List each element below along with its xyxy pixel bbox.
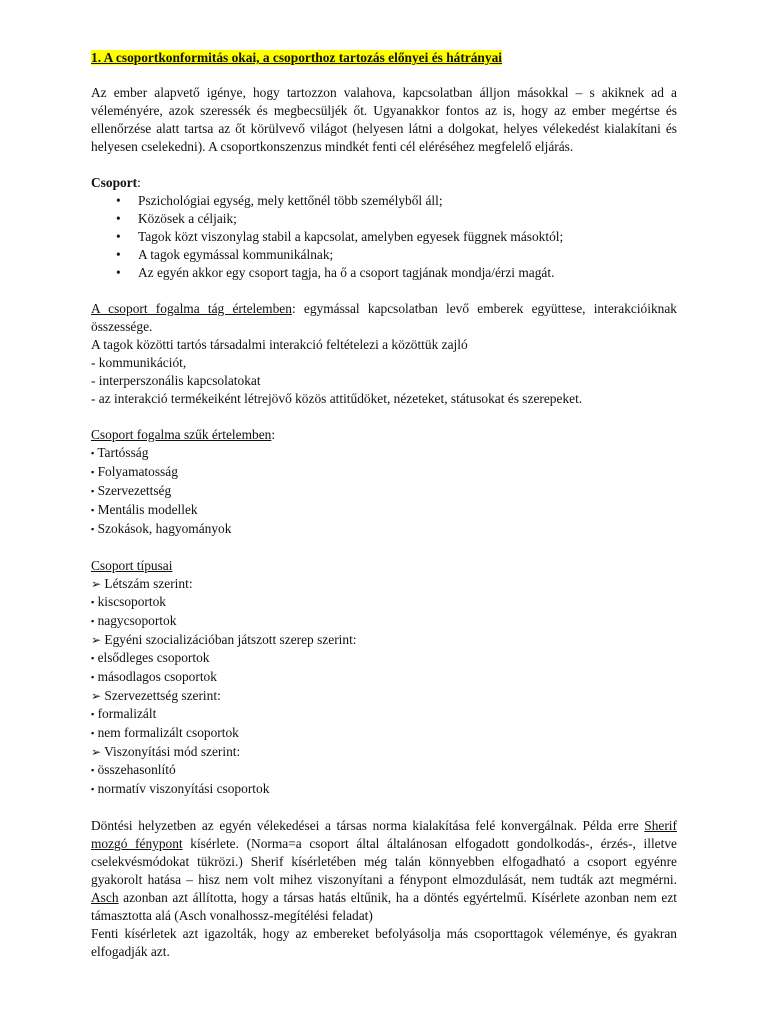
type-title-text: Szervezettség szerint: [104,688,221,703]
heading-highlight: 1. A csoportkonformitás okai, a csoporthoz tartozás előnyei és hátrányai [91,50,502,65]
type-item [91,593,677,612]
narrow-item-text: Szokások, hagyományok [97,521,232,536]
narrow-item-text: Folyamatosság [97,464,178,479]
dash-item: - az interakció termékeiként létrejövő közös attitűdöket, nézeteket, státusokat és szerepeket. [91,391,583,406]
square-bullet-icon: ▪ [91,448,95,458]
type-group-title [91,687,677,705]
narrow-item-text: Szervezettség [97,483,172,498]
final-paragraph [91,817,677,925]
arrow-icon: ➢ [91,633,102,647]
list-item: • Tagok közt viszonylag stabil a kapcsolat, amelyben egyesek függnek másoktól; [91,228,677,246]
type-item [91,761,677,780]
type-item [91,612,677,631]
csoport-colon: : [137,175,141,190]
narrow-item [91,482,677,501]
narrow-item [91,463,677,482]
type-item-text: nem formalizált csoportok [97,725,239,740]
arrow-icon: ➢ [91,689,102,703]
list-item: • Közösek a céljaik; [91,210,677,228]
square-bullet-icon: ▪ [91,486,95,496]
narrow-item [91,520,677,539]
type-item-text: elsődleges csoportok [97,650,210,665]
final-text: Döntési helyzetben az egyén vélekedései a társas norma kialakítása felé konvergálnak. Példa erre [91,818,645,833]
type-item [91,668,677,687]
type-item [91,724,677,743]
csoport-heading [91,174,677,192]
final-text: kísérlete. (Norma=a csoport által általánosan elfogadott gondolkodás-, érzés-, illetve cselekvésmódokat tükrözi.) Sherif kísérletében még talán könnyebben elfogadható a csoport egyénre gyakorolt hatása – hisz nem volt mihez viszonyítani a fénypont elmozdulását, nem tudták azt megmérni. [91,836,677,887]
csoport-list [91,192,677,282]
types-heading [91,557,677,575]
type-item [91,649,677,668]
type-title-text: Létszám szerint: [104,576,193,591]
square-bullet-icon: ▪ [91,709,95,719]
asch-link: Asch [91,890,119,905]
type-item-text: nagycsoportok [97,613,177,628]
arrow-icon: ➢ [91,577,102,591]
narrow-colon: : [271,427,276,442]
final-text: azonban azt állította, hogy a társas hatás eltűnik, ha a döntés egyértelmű. Kísérlete azonban nem ezt támasztotta alá (Asch vonalhossz-megítélési feladat) [91,890,677,923]
broad-line2: A tagok közötti tartós társadalmi interakció feltételezi a közöttük zajló [91,337,468,352]
types-label: Csoport típusai [91,558,173,573]
csoport-title: Csoport [91,175,138,190]
square-bullet-icon: ▪ [91,616,95,626]
square-bullet-icon: ▪ [91,505,95,515]
type-group-title [91,575,677,593]
square-bullet-icon: ▪ [91,784,95,794]
narrow-item-text: Mentális modellek [97,502,198,517]
square-bullet-icon: ▪ [91,728,95,738]
type-item-text: másodlagos csoportok [97,669,217,684]
list-item: • Az egyén akkor egy csoport tagja, ha ő a csoport tagjának mondja/érzi magát. [91,264,677,282]
square-bullet-icon: ▪ [91,597,95,607]
square-bullet-icon: ▪ [91,467,95,477]
narrow-item-text: Tartósság [97,445,149,460]
dash-item: - interperszonális kapcsolatokat [91,373,261,388]
closing-paragraph: Fenti kísérletek azt igazolták, hogy az embereket befolyásolja más csoporttagok véleménye, és gyakran elfogadják azt. [91,926,677,959]
type-item [91,780,677,799]
type-title-text: Egyéni szocializációban játszott szerep szerint: [104,632,357,647]
section-heading [91,49,677,67]
intro-paragraph: Az ember alapvető igénye, hogy tartozzon valahova, kapcsolatban álljon másokkal – s akiknek ad a véleményére, azok szeressék és megbecsüljék őt. Ugyanakkor fontos az is, hogy az ember megértse és ellenőrzése alatt tartsa az őt körülvevő világot (helyesen látni a dolgokat, helyes vélekedést kialakítani és helyesen cselekedni). A csoportkonszenzus mindkét fenti cél eléréséhez megfelelő eljárás. [91,85,677,154]
type-group-title [91,631,677,649]
square-bullet-icon: ▪ [91,524,95,534]
narrow-item [91,444,677,463]
type-item-text: normatív viszonyítási csoportok [97,781,270,796]
square-bullet-icon: ▪ [91,672,95,682]
narrow-item [91,501,677,520]
type-group-title [91,743,677,761]
type-item-text: kiscsoportok [97,594,166,609]
broad-text: : egymással kapcsolatban levő emberek együttese, interakcióiknak összessége. [91,301,677,334]
type-item [91,705,677,724]
document-page [91,49,677,961]
arrow-icon: ➢ [91,745,102,759]
type-item-text: összehasonlító [97,762,176,777]
type-item-text: formalizált [97,706,157,721]
square-bullet-icon: ▪ [91,765,95,775]
broad-definition [91,300,677,336]
narrow-heading [91,426,677,444]
list-item: • Pszichológiai egység, mely kettőnél több személyből áll; [91,192,677,210]
sherif-link: Sherif mozgó fénypont [91,818,677,851]
type-title-text: Viszonyítási mód szerint: [104,744,241,759]
broad-label: A csoport fogalma tág értelemben [91,301,292,316]
narrow-label: Csoport fogalma szűk értelemben [91,427,272,442]
square-bullet-icon: ▪ [91,653,95,663]
dash-item: - kommunikációt, [91,355,187,370]
list-item: • A tagok egymással kommunikálnak; [91,246,677,264]
